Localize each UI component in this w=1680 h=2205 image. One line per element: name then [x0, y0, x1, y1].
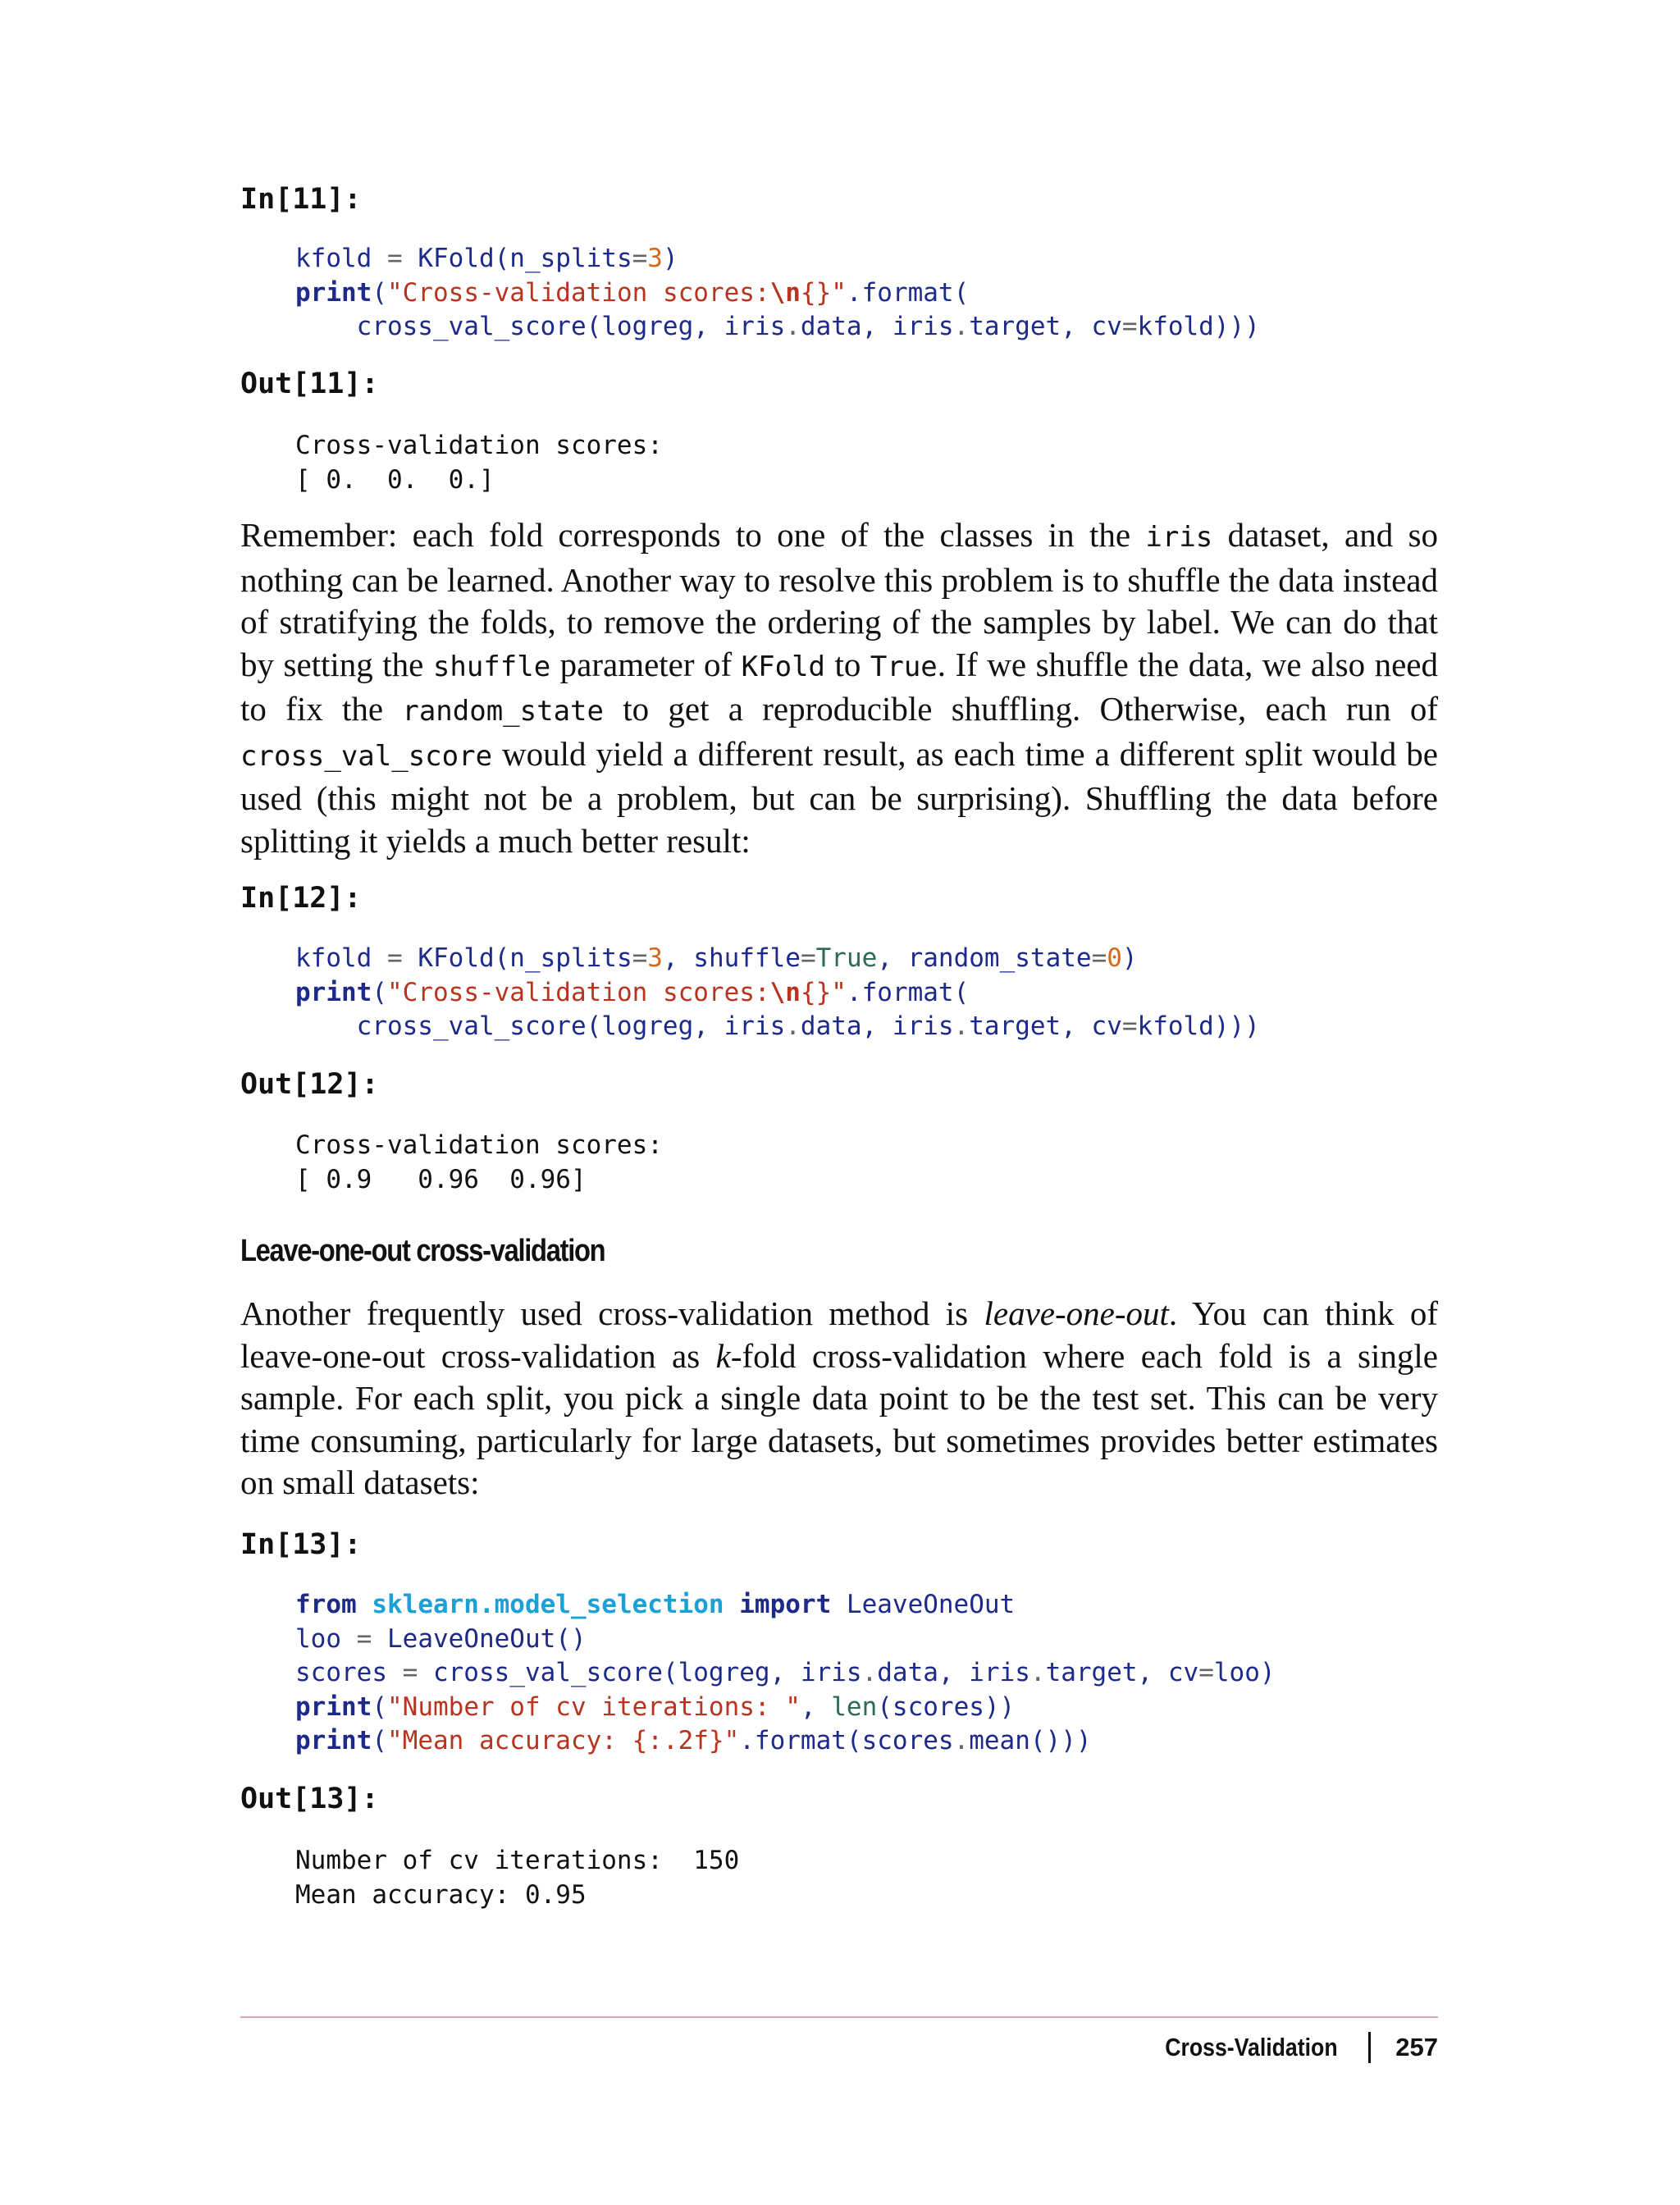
- inline-code: KFold: [741, 650, 826, 683]
- output-block: [295, 429, 663, 497]
- output-label: Out[11]:: [240, 368, 379, 400]
- page-number: 257: [1395, 2033, 1438, 2061]
- output-line: [ 0. 0. 0.]: [295, 464, 495, 495]
- inline-code: iris: [1145, 521, 1213, 554]
- inline-code: cross_val_score: [240, 739, 493, 773]
- code-line: cross_val_score(logreg, iris.data, iris.target, cv=kfold))): [295, 1011, 1260, 1041]
- inline-code: True: [870, 650, 938, 683]
- output-line: Mean accuracy: 0.95: [295, 1879, 587, 1910]
- output-block: [295, 1129, 663, 1197]
- code-line: loo = LeaveOneOut(): [295, 1623, 587, 1654]
- output-line: Number of cv iterations: 150: [295, 1846, 740, 1875]
- emphasis: leave-one-out: [984, 1294, 1169, 1332]
- code-line: kfold = KFold(n_splits=3, shuffle=True, random_state=0): [295, 943, 1138, 973]
- code-line: scores = cross_val_score(logreg, iris.data, iris.target, cv=loo): [295, 1658, 1276, 1687]
- code-line: print("Number of cv iterations: ", len(scores)): [295, 1691, 1016, 1722]
- output-line: Cross-validation scores:: [295, 431, 663, 460]
- output-line: Cross-validation scores:: [295, 1130, 663, 1160]
- footer-divider: [240, 2016, 1438, 2018]
- emphasis: k: [715, 1336, 731, 1375]
- output-label: Out[13]:: [240, 1783, 379, 1815]
- body-paragraph: Another frequently used cross-validation method is leave-one-out. You can think of leave-one-out cross-validation as k-fold cross-validation where each fold is a single sample. For each split, you pick a single data point to be the test set. This can be very time consuming, particularly for large datasets, but sometimes provides better estimates on small datasets:: [240, 1294, 1438, 1501]
- code-line: cross_val_score(logreg, iris.data, iris.target, cv=kfold))): [295, 312, 1260, 341]
- input-label: In[13]:: [240, 1528, 362, 1561]
- input-label: In[12]:: [240, 882, 362, 915]
- section-heading: Leave-one-out cross-validation: [240, 1234, 605, 1268]
- output-label: Out[12]:: [240, 1068, 379, 1101]
- code-line: print("Cross-validation scores:\n{}".format(: [295, 977, 970, 1007]
- body-paragraph: Remember: each fold corresponds to one of the classes in the iris dataset, and so nothing can be learned. Another way to resolve this problem is to shuffle the data instead of stratifying the folds, to remove the ordering of the samples by label. We can do that by setting the shuffle parameter of KFold to True. If we shuffle the data, we also need to fix the random_state to get a reproducible shuffling. Otherwise, each run of cross_val_score would yield a different result, as each time a different split would be used (this might not be a problem, but can be surprising). Shuffling the data before splitting it yields a much better result:: [240, 516, 1439, 860]
- footer-section-title: Cross-Validation: [1164, 2033, 1338, 2061]
- page-footer: [1137, 2031, 1438, 2064]
- code-block: [295, 242, 1260, 345]
- output-block: [295, 1844, 739, 1912]
- input-label: In[11]:: [240, 183, 362, 216]
- code-line: print("Mean accuracy: {:.2f}".format(scores.mean())): [295, 1726, 1092, 1755]
- inline-code: random_state: [402, 695, 604, 728]
- code-line: kfold = KFold(n_splits=3): [295, 244, 678, 273]
- code-line: print("Cross-validation scores:\n{}".format(: [295, 277, 970, 308]
- inline-code: shuffle: [432, 650, 551, 683]
- code-block: [295, 942, 1260, 1044]
- footer-separator: [1368, 2032, 1371, 2063]
- output-line: [ 0.9 0.96 0.96]: [295, 1164, 587, 1194]
- code-line: from sklearn.model_selection import LeaveOneOut: [295, 1590, 1016, 1619]
- code-block: [295, 1588, 1276, 1759]
